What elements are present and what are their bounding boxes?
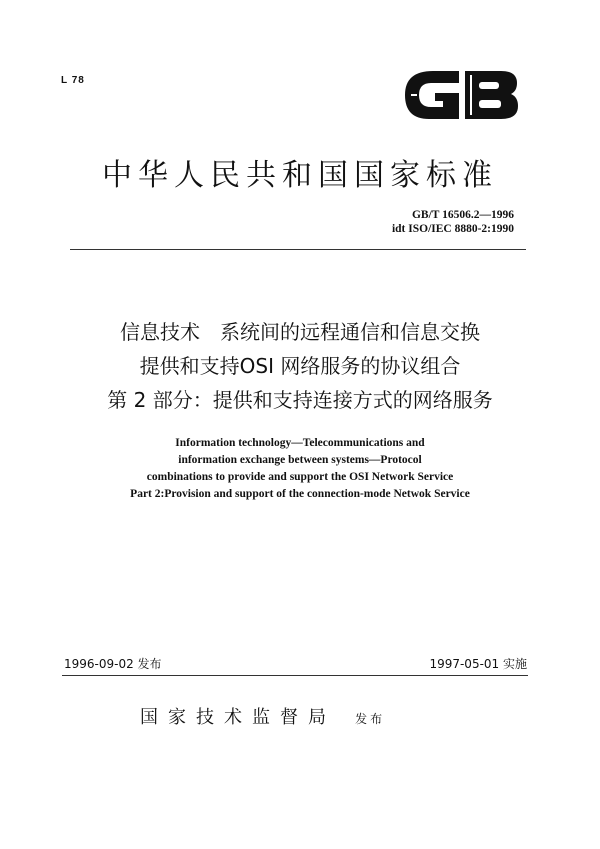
english-title: [40, 435, 560, 503]
top-divider: [70, 249, 526, 250]
english-title-line-1: Information technology—Telecommunications and: [175, 437, 425, 449]
chinese-title-line-2: 提供和支持OSI 网络服务的协议组合: [139, 354, 461, 378]
standard-number: GB/T 16506.2—1996: [411, 209, 514, 221]
issuing-authority: [140, 703, 385, 729]
svg-text:GB: GB: [460, 102, 462, 103]
national-standard-title: 中华人民共和国国家标准: [102, 158, 498, 193]
english-title-line-3: combinations to provide and support the OSI Network Service: [146, 471, 454, 483]
gb-logo: [403, 69, 520, 121]
idt-reference: idt ISO/IEC 8880-2:1990: [391, 223, 514, 235]
issue-date: 1996-09-02 发布: [64, 657, 162, 671]
standard-number-block: [392, 208, 514, 236]
english-title-line-2: information exchange between systems—Protocol: [178, 454, 422, 466]
classification-code: L 78: [61, 75, 85, 86]
authority-name: 国家技术监督局: [140, 707, 336, 728]
chinese-title-line-3: 第 2 部分：提供和支持连接方式的网络服务: [107, 388, 493, 412]
issued-label: 发布: [355, 712, 386, 726]
implementation-date: 1997-05-01 实施: [429, 657, 527, 671]
english-title-line-4: Part 2:Provision and support of the connection-mode Netwok Service: [130, 488, 470, 500]
bottom-divider: [62, 675, 528, 676]
chinese-title-line-1: 信息技术 系统间的远程通信和信息交换: [120, 320, 480, 344]
